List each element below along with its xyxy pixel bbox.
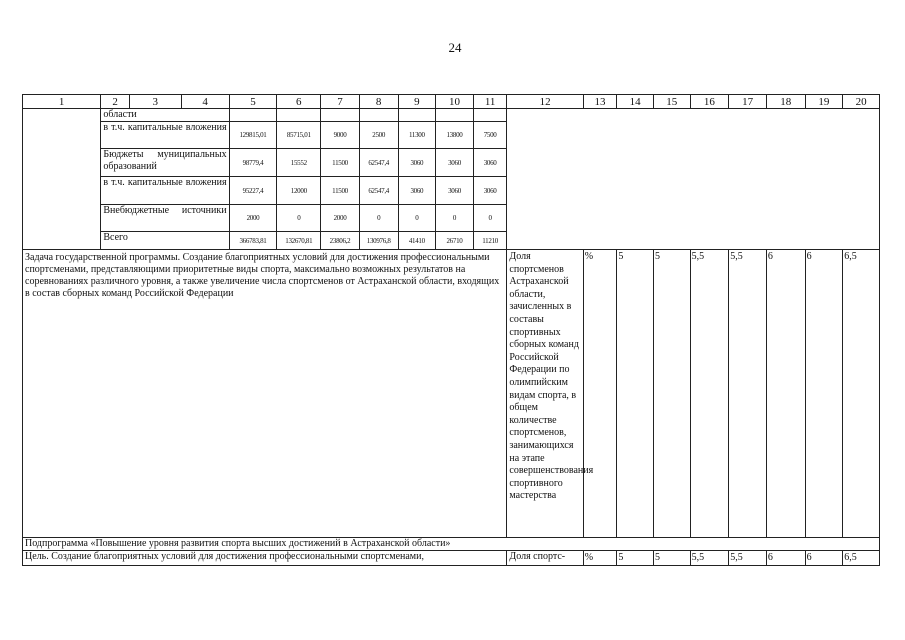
header-cell: 8	[359, 95, 398, 109]
goal-row	[23, 551, 880, 566]
budget-value: 15552	[277, 149, 321, 177]
budget-value: 2000	[229, 205, 277, 232]
indicator-text: Доля спортс-	[507, 551, 583, 566]
header-cell: 18	[766, 95, 805, 109]
budget-label: Всего	[101, 232, 229, 250]
budget-label: в т.ч. капитальные вложения	[101, 177, 229, 205]
header-cell: 12	[507, 95, 583, 109]
budget-value	[473, 109, 507, 122]
value-cell: 5	[653, 250, 690, 538]
header-cell: 17	[729, 95, 767, 109]
program-table	[22, 94, 880, 566]
header-cell: 15	[653, 95, 690, 109]
value-cell: 5	[617, 551, 654, 566]
budget-value: 2000	[321, 205, 360, 232]
budget-row	[23, 109, 880, 122]
header-row	[23, 95, 880, 109]
budget-value: 12000	[277, 177, 321, 205]
budget-value: 95227,4	[229, 177, 277, 205]
budget-value: 3060	[473, 149, 507, 177]
header-cell: 6	[277, 95, 321, 109]
budget-value	[321, 109, 360, 122]
value-cell: 5	[653, 551, 690, 566]
budget-value: 0	[473, 205, 507, 232]
empty-cell	[23, 109, 101, 250]
budget-value: 7500	[473, 122, 507, 149]
budget-value: 62547,4	[359, 149, 398, 177]
budget-value: 11300	[398, 122, 436, 149]
header-cell: 7	[321, 95, 360, 109]
header-cell: 10	[436, 95, 474, 109]
subprogram-row	[23, 538, 880, 551]
budget-value: 0	[436, 205, 474, 232]
budget-value: 11500	[321, 149, 360, 177]
budget-value: 129815,01	[229, 122, 277, 149]
budget-value: 132670,81	[277, 232, 321, 250]
page-number: 24	[448, 40, 462, 55]
value-cell: 5	[617, 250, 654, 538]
header-cell: 9	[398, 95, 436, 109]
value-cell: 5,5	[729, 551, 767, 566]
budget-value: 85715,01	[277, 122, 321, 149]
value-cell: 6,5	[843, 250, 880, 538]
header-cell: 4	[181, 95, 229, 109]
budget-value: 0	[277, 205, 321, 232]
header-cell: 1	[23, 95, 101, 109]
budget-label: области	[101, 109, 229, 122]
indicator-text: Доля спортсменов Астраханской области, зачисленных в составы спортивных сборных команд Российской Федерации по олимпийским видам спорта, в общем количестве спортсменов, занимающихся на этапе совершенствования спортивного мастерства	[507, 250, 583, 538]
value-cell: 6	[805, 551, 843, 566]
value-cell: 5,5	[690, 250, 729, 538]
budget-label: Внебюджетные источники	[101, 205, 229, 232]
budget-value: 130976,8	[359, 232, 398, 250]
budget-value: 3060	[398, 149, 436, 177]
budget-value: 2500	[359, 122, 398, 149]
value-cell: 5,5	[729, 250, 767, 538]
unit-cell: %	[583, 250, 617, 538]
budget-value	[398, 109, 436, 122]
header-cell: 3	[129, 95, 181, 109]
budget-value: 11210	[473, 232, 507, 250]
value-cell: 5,5	[690, 551, 729, 566]
budget-value: 11500	[321, 177, 360, 205]
header-cell: 19	[805, 95, 843, 109]
budget-value: 3060	[436, 177, 474, 205]
budget-value: 13800	[436, 122, 474, 149]
budget-value: 0	[359, 205, 398, 232]
budget-value: 0	[398, 205, 436, 232]
subprogram-title: Подпрограмма «Повышение уровня развития спорта высших достижений в Астраханской области»	[23, 538, 880, 551]
budget-value: 3060	[436, 149, 474, 177]
value-cell: 6,5	[843, 551, 880, 566]
empty-cell	[507, 109, 880, 250]
header-cell: 20	[843, 95, 880, 109]
budget-value: 23806,2	[321, 232, 360, 250]
header-cell: 2	[101, 95, 129, 109]
budget-value: 41410	[398, 232, 436, 250]
header-cell: 11	[473, 95, 507, 109]
header-cell: 14	[617, 95, 654, 109]
budget-value: 3060	[398, 177, 436, 205]
budget-value: 26710	[436, 232, 474, 250]
budget-value: 366783,81	[229, 232, 277, 250]
budget-value: 62547,4	[359, 177, 398, 205]
budget-value: 3060	[473, 177, 507, 205]
budget-label: в т.ч. капитальные вложения	[101, 122, 229, 149]
unit-cell: %	[583, 551, 617, 566]
value-cell: 6	[805, 250, 843, 538]
header-cell: 16	[690, 95, 729, 109]
value-cell: 6	[766, 250, 805, 538]
value-cell: 6	[766, 551, 805, 566]
budget-value	[229, 109, 277, 122]
budget-value	[277, 109, 321, 122]
header-cell: 5	[229, 95, 277, 109]
budget-value: 9000	[321, 122, 360, 149]
budget-label: Бюджеты муниципальных образований	[101, 149, 229, 177]
budget-value	[436, 109, 474, 122]
budget-value	[359, 109, 398, 122]
task-text: Задача государственной программы. Создание благоприятных условий для достижения профессиональными спортсменами, представляющими приоритетные виды спорта, максимально возможных результатов на соревнованиях различного уровня, а также увеличение числа спортсменов от Астраханской области, входящих в состав сборных команд Российской Федерации	[23, 250, 507, 538]
budget-value: 98779,4	[229, 149, 277, 177]
goal-text: Цель. Создание благоприятных условий для достижения профессиональными спортсменами,	[23, 551, 507, 566]
task-row	[23, 250, 880, 538]
header-cell: 13	[583, 95, 617, 109]
